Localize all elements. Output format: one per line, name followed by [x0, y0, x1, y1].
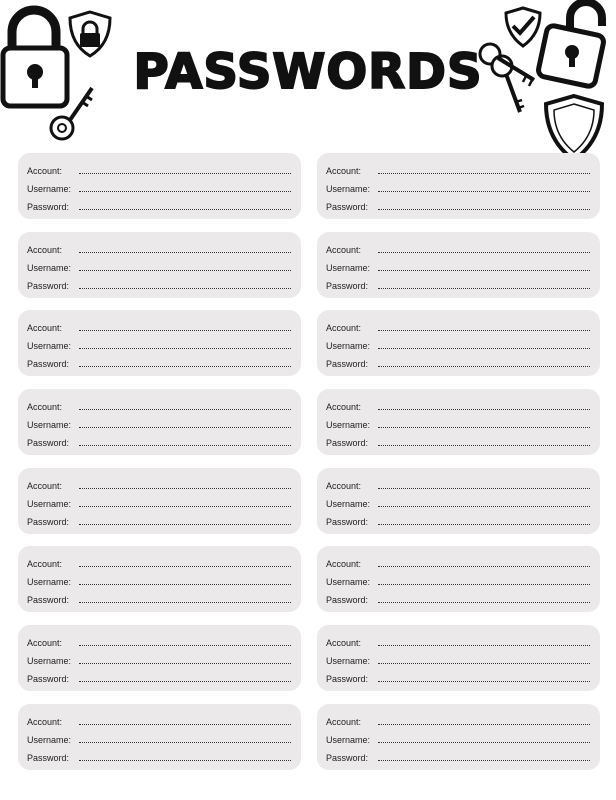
username-row [326, 570, 590, 588]
username-label: Username: [27, 577, 72, 588]
username-field[interactable] [378, 191, 590, 192]
account-field[interactable] [378, 645, 590, 646]
account-label: Account: [27, 638, 63, 649]
account-field[interactable] [378, 566, 590, 567]
password-label: Password: [27, 595, 70, 606]
password-field[interactable] [79, 288, 291, 289]
account-field[interactable] [79, 724, 291, 725]
password-row [27, 352, 291, 370]
password-label: Password: [326, 202, 369, 212]
username-label: Username: [27, 341, 72, 352]
password-label: Password: [326, 516, 369, 527]
username-label: Username: [326, 734, 371, 745]
password-field[interactable] [79, 602, 291, 603]
password-row [326, 431, 590, 449]
password-entry-card [18, 546, 301, 612]
username-field[interactable] [79, 348, 291, 349]
account-label: Account: [27, 166, 63, 176]
password-entry-card [18, 625, 301, 691]
account-row [27, 552, 291, 570]
username-label: Username: [27, 656, 72, 667]
password-field[interactable] [378, 524, 590, 525]
username-row [27, 413, 291, 431]
username-row [27, 492, 291, 510]
username-row [27, 177, 291, 195]
account-label: Account: [326, 559, 362, 570]
username-field[interactable] [79, 427, 291, 428]
password-field[interactable] [378, 760, 590, 761]
password-field[interactable] [79, 445, 291, 446]
account-row [27, 710, 291, 728]
account-label: Account: [27, 559, 63, 570]
account-label: Account: [326, 638, 362, 649]
username-row [326, 649, 590, 667]
username-field[interactable] [79, 663, 291, 664]
password-entry-card [317, 153, 600, 219]
password-field[interactable] [378, 209, 590, 210]
account-field[interactable] [79, 330, 291, 331]
password-field[interactable] [79, 681, 291, 682]
password-label: Password: [326, 674, 369, 685]
username-row [326, 334, 590, 352]
password-row [27, 588, 291, 606]
username-row [27, 728, 291, 746]
account-row [326, 395, 590, 413]
password-row [326, 195, 590, 213]
password-row [27, 274, 291, 292]
username-label: Username: [326, 262, 371, 273]
password-field[interactable] [378, 681, 590, 682]
account-field[interactable] [79, 488, 291, 489]
account-row [27, 631, 291, 649]
account-field[interactable] [378, 488, 590, 489]
account-label: Account: [27, 323, 63, 334]
password-entry-card [18, 153, 301, 219]
password-entry-card [317, 704, 600, 770]
password-field[interactable] [79, 524, 291, 525]
account-field[interactable] [378, 724, 590, 725]
account-row [326, 552, 590, 570]
account-label: Account: [27, 402, 63, 413]
password-entry-card [317, 389, 600, 455]
password-entry-card [317, 625, 600, 691]
password-entry-card [18, 389, 301, 455]
account-field[interactable] [378, 173, 590, 174]
password-field[interactable] [79, 366, 291, 367]
username-field[interactable] [79, 191, 291, 192]
password-row [27, 195, 291, 213]
password-label: Password: [326, 359, 369, 370]
password-entry-card [18, 704, 301, 770]
password-field[interactable] [378, 445, 590, 446]
password-grid [18, 153, 600, 770]
username-field[interactable] [378, 742, 590, 743]
password-entry-card [18, 310, 301, 376]
account-row [326, 159, 590, 177]
password-row [27, 510, 291, 528]
username-field[interactable] [378, 427, 590, 428]
account-label: Account: [326, 402, 362, 413]
account-label: Account: [326, 244, 362, 255]
username-label: Username: [326, 420, 371, 431]
password-row [326, 352, 590, 370]
username-row [326, 256, 590, 274]
password-field[interactable] [378, 366, 590, 367]
account-row [27, 159, 291, 177]
account-label: Account: [27, 716, 63, 727]
account-label: Account: [27, 244, 63, 255]
account-field[interactable] [378, 409, 590, 410]
account-label: Account: [326, 166, 362, 176]
username-label: Username: [27, 420, 72, 431]
password-row [326, 274, 590, 292]
password-label: Password: [27, 280, 70, 291]
account-row [27, 238, 291, 256]
username-row [326, 492, 590, 510]
account-field[interactable] [79, 173, 291, 174]
password-label: Password: [326, 752, 369, 763]
username-field[interactable] [79, 742, 291, 743]
password-row [27, 431, 291, 449]
password-label: Password: [326, 280, 369, 291]
username-label: Username: [27, 184, 72, 194]
username-field[interactable] [378, 348, 590, 349]
account-row [27, 474, 291, 492]
account-row [326, 631, 590, 649]
account-field[interactable] [79, 409, 291, 410]
username-label: Username: [27, 734, 72, 745]
password-row [326, 746, 590, 764]
password-field[interactable] [378, 602, 590, 603]
username-row [27, 570, 291, 588]
password-label: Password: [27, 359, 70, 370]
username-field[interactable] [378, 270, 590, 271]
account-field[interactable] [378, 252, 590, 253]
username-row [326, 728, 590, 746]
password-label: Password: [27, 202, 70, 212]
password-row [326, 510, 590, 528]
username-label: Username: [326, 498, 371, 509]
password-field[interactable] [79, 209, 291, 210]
account-row [326, 238, 590, 256]
username-label: Username: [27, 498, 72, 509]
password-row [326, 588, 590, 606]
username-row [27, 334, 291, 352]
username-label: Username: [326, 656, 371, 667]
password-entry-card [18, 232, 301, 298]
username-field[interactable] [79, 506, 291, 507]
password-label: Password: [27, 752, 70, 763]
username-label: Username: [27, 262, 72, 273]
username-field[interactable] [378, 584, 590, 585]
account-field[interactable] [79, 566, 291, 567]
username-label: Username: [326, 341, 371, 352]
username-field[interactable] [79, 270, 291, 271]
account-row [326, 710, 590, 728]
password-entry-card [317, 232, 600, 298]
password-row [27, 746, 291, 764]
page-title: PASSWORDS [133, 44, 483, 100]
account-label: Account: [326, 323, 362, 334]
account-field[interactable] [378, 330, 590, 331]
password-entry-card [317, 310, 600, 376]
account-field[interactable] [79, 252, 291, 253]
password-label: Password: [27, 516, 70, 527]
username-label: Username: [326, 577, 371, 588]
password-label: Password: [27, 438, 70, 449]
password-entry-card [317, 546, 600, 612]
account-row [27, 316, 291, 334]
password-row [326, 667, 590, 685]
username-field[interactable] [378, 506, 590, 507]
username-row [27, 649, 291, 667]
account-field[interactable] [79, 645, 291, 646]
password-field[interactable] [79, 760, 291, 761]
account-label: Account: [326, 480, 362, 491]
username-row [27, 256, 291, 274]
password-label: Password: [326, 438, 369, 449]
username-label: Username: [326, 184, 371, 194]
account-row [326, 474, 590, 492]
password-label: Password: [27, 674, 70, 685]
password-field[interactable] [378, 288, 590, 289]
account-label: Account: [326, 716, 362, 727]
username-row [326, 177, 590, 195]
password-row [27, 667, 291, 685]
password-entry-card [18, 468, 301, 534]
account-row [326, 316, 590, 334]
account-label: Account: [27, 480, 63, 491]
account-row [27, 395, 291, 413]
password-entry-card [317, 468, 600, 534]
username-field[interactable] [378, 663, 590, 664]
password-label: Password: [326, 595, 369, 606]
username-row [326, 413, 590, 431]
username-field[interactable] [79, 584, 291, 585]
